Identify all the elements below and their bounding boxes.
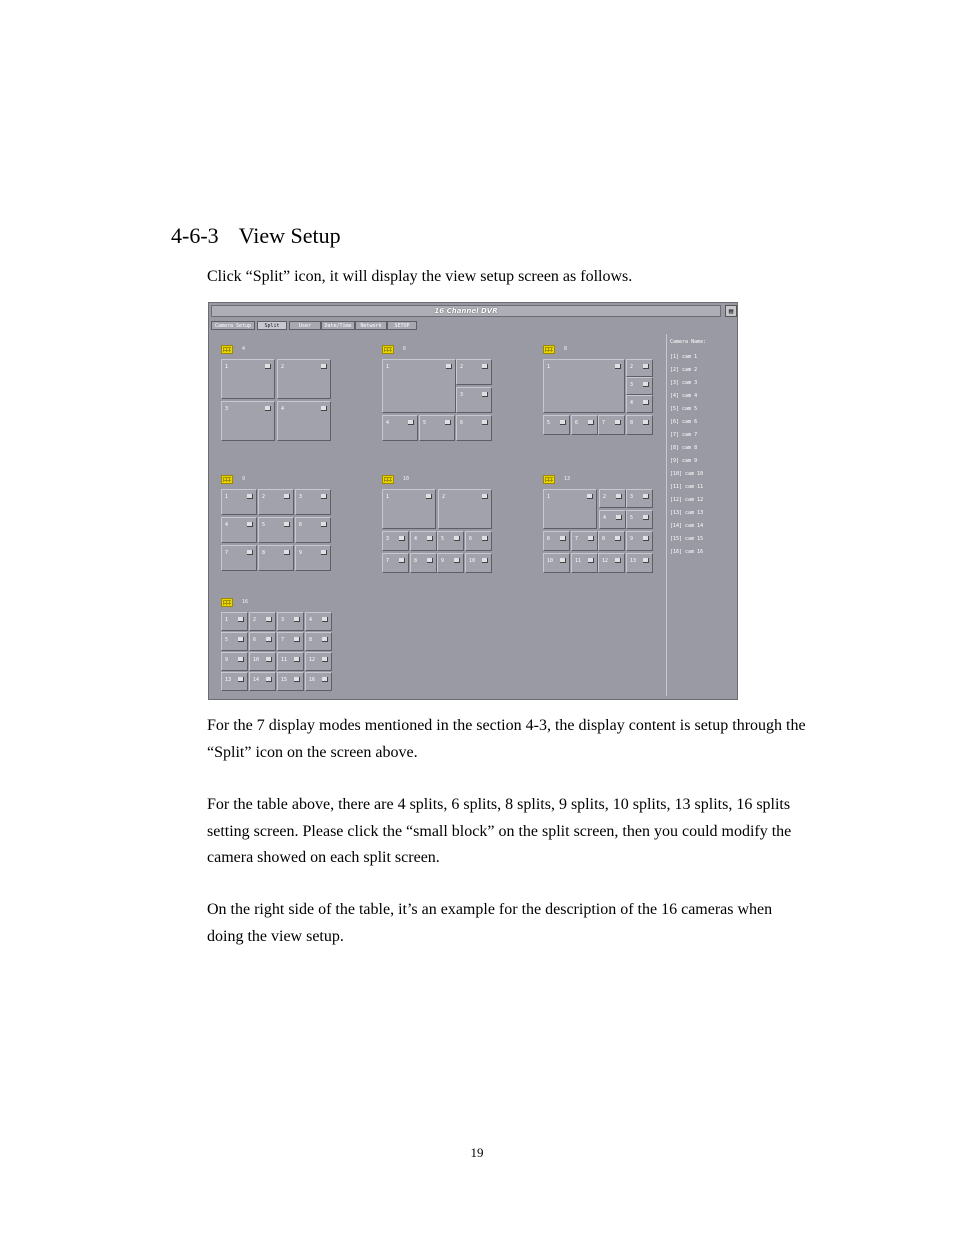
- split-cell: [543, 531, 570, 551]
- split-cell-number: 4: [603, 515, 607, 521]
- split-cell-number: 8: [602, 536, 606, 542]
- split-cell-number: 8: [630, 420, 634, 426]
- split-cell-number: 9: [630, 536, 634, 542]
- split-cell-number: 14: [253, 677, 260, 683]
- split-cell-number: 1: [225, 364, 229, 370]
- split-cell-number: 10: [547, 558, 554, 564]
- split-cell: [382, 359, 456, 413]
- split-cell: [382, 489, 436, 529]
- split-cell-number: 13: [630, 558, 637, 564]
- small-block-button[interactable]: [482, 558, 488, 563]
- small-block-button[interactable]: [266, 617, 272, 622]
- split-cell: [221, 545, 257, 571]
- split-cell-number: 6: [575, 420, 579, 426]
- small-block-button[interactable]: [616, 494, 622, 499]
- split-mode-label: 10: [403, 476, 410, 482]
- split-mode-label: 4: [242, 346, 246, 352]
- small-block-button[interactable]: [482, 364, 488, 369]
- small-block-button[interactable]: [321, 522, 327, 527]
- split-cell-number: 7: [225, 550, 229, 556]
- camera-name-item[interactable]: [16] cam 16: [670, 549, 704, 555]
- split-cell: [221, 359, 275, 399]
- split-4-icon: [221, 345, 233, 354]
- split-cell-number: 4: [386, 420, 390, 426]
- split-cell: [543, 553, 570, 573]
- tab-network[interactable]: Network: [355, 321, 387, 330]
- small-block-button[interactable]: [399, 536, 405, 541]
- split-8-icon: [543, 345, 555, 354]
- camera-name-item[interactable]: [5] cam 5: [670, 406, 698, 412]
- split-cell: [305, 612, 332, 631]
- small-block-button[interactable]: [445, 420, 451, 425]
- split-cell: [221, 612, 248, 631]
- small-block-button[interactable]: [427, 536, 433, 541]
- split-cell-number: 1: [225, 494, 229, 500]
- small-block-button[interactable]: [322, 677, 328, 682]
- split-cell-number: 7: [602, 420, 606, 426]
- intro-paragraph: Click “Split” icon, it will display the view setup screen as follows.: [207, 268, 633, 285]
- split-cell: [382, 531, 409, 551]
- split-cell-number: 4: [225, 522, 229, 528]
- small-block-button[interactable]: [588, 536, 594, 541]
- split-cell-number: 5: [630, 515, 634, 521]
- split-cell-number: 2: [442, 494, 446, 500]
- split-cell-number: 12: [309, 657, 316, 663]
- split-cell-number: 5: [441, 536, 445, 542]
- split-cell: [626, 510, 653, 529]
- split-cell: [571, 531, 598, 551]
- paragraph-split-screens: For the table above, there are 4 splits, 6 splits, 8 splits, 9 splits, 10 splits, 13 splits, 16 splits setting screen. Please click the “small block” on the split screen, then you could modify the camera showed on each split screen.: [207, 796, 792, 866]
- small-block-button[interactable]: [426, 494, 432, 499]
- small-block-button[interactable]: [321, 494, 327, 499]
- split-cell: [598, 415, 625, 435]
- split-cell: [221, 652, 248, 671]
- camera-name-item[interactable]: [10] cam 10: [670, 471, 704, 477]
- split-cell: [599, 510, 626, 529]
- split-cell-number: 11: [281, 657, 288, 663]
- split-mode-label: 13: [564, 476, 571, 482]
- small-block-button[interactable]: [588, 420, 594, 425]
- camera-name-item[interactable]: [8] cam 8: [670, 445, 698, 451]
- small-block-button[interactable]: [615, 558, 621, 563]
- small-block-button[interactable]: [284, 550, 290, 555]
- small-block-button[interactable]: [266, 677, 272, 682]
- split-cell: [382, 553, 409, 573]
- split-mode-label: 8: [564, 346, 568, 352]
- small-block-button[interactable]: [265, 406, 271, 411]
- split-mode-label: 6: [403, 346, 407, 352]
- split-cell-number: 2: [262, 494, 266, 500]
- split-cell: [277, 612, 304, 631]
- small-block-button[interactable]: [321, 364, 327, 369]
- split-cell-number: 4: [281, 406, 285, 412]
- small-block-button[interactable]: [560, 536, 566, 541]
- tab-camera-setup[interactable]: Camera Setup: [211, 321, 255, 330]
- split-cell: [305, 652, 332, 671]
- camera-name-item[interactable]: [2] cam 2: [670, 367, 698, 373]
- split-cell: [277, 632, 304, 651]
- exit-icon[interactable]: ▤: [725, 305, 737, 317]
- tab-split[interactable]: Split: [257, 321, 287, 330]
- split-13-icon: [543, 475, 555, 484]
- small-block-button[interactable]: [408, 420, 414, 425]
- small-block-button[interactable]: [238, 617, 244, 622]
- small-block-button[interactable]: [294, 637, 300, 642]
- tab-bar: [211, 321, 417, 331]
- small-block-button[interactable]: [427, 558, 433, 563]
- split-cell: [305, 632, 332, 651]
- small-block-button[interactable]: [266, 657, 272, 662]
- tab-setup[interactable]: SETUP: [387, 321, 417, 330]
- camera-name-item[interactable]: [3] cam 3: [670, 380, 698, 386]
- split-mode-label: 16: [242, 599, 249, 605]
- small-block-button[interactable]: [247, 522, 253, 527]
- split-cell: [258, 517, 294, 543]
- small-block-button[interactable]: [247, 550, 253, 555]
- split-cell-number: 1: [386, 364, 390, 370]
- split-cell-number: 8: [414, 558, 418, 564]
- split-cell: [295, 489, 331, 515]
- small-block-button[interactable]: [643, 364, 649, 369]
- camera-name-item[interactable]: [9] cam 9: [670, 458, 698, 464]
- split-9-icon: [221, 475, 233, 484]
- split-cell-number: 2: [630, 364, 634, 370]
- split-cell: [249, 632, 276, 651]
- small-block-button[interactable]: [399, 558, 405, 563]
- split-cell: [626, 395, 653, 413]
- split-cell-number: 11: [575, 558, 582, 564]
- split-cell: [249, 612, 276, 631]
- split-cell-number: 4: [309, 617, 313, 623]
- split-cell-number: 3: [386, 536, 390, 542]
- small-block-button[interactable]: [560, 558, 566, 563]
- split-cell: [382, 415, 418, 441]
- camera-name-panel: [666, 334, 737, 696]
- split-16-icon: [221, 598, 233, 607]
- split-cell-number: 6: [299, 522, 303, 528]
- split-cell: [543, 359, 625, 413]
- split-cell: [277, 652, 304, 671]
- split-cell: [598, 553, 625, 573]
- split-cell: [571, 553, 598, 573]
- split-cell-number: 8: [309, 637, 313, 643]
- split-cell-number: 3: [630, 494, 634, 500]
- section-number: 4-6-3: [171, 223, 219, 248]
- split-cell: [305, 672, 332, 691]
- section-title: View Setup: [238, 223, 341, 248]
- tab-user[interactable]: User: [289, 321, 321, 330]
- split-cell: [277, 672, 304, 691]
- split-cell-number: 2: [281, 364, 285, 370]
- split-cell: [249, 652, 276, 671]
- split-cell-number: 1: [547, 364, 551, 370]
- split-cell-number: 9: [441, 558, 445, 564]
- small-block-button[interactable]: [266, 637, 272, 642]
- small-block-button[interactable]: [321, 550, 327, 555]
- split-cell: [456, 387, 492, 413]
- camera-name-item[interactable]: [15] cam 15: [670, 536, 704, 542]
- split-cell: [277, 401, 331, 441]
- small-block-button[interactable]: [321, 406, 327, 411]
- split-cell-number: 5: [547, 420, 551, 426]
- split-cell-number: 4: [630, 400, 634, 406]
- split-cell-number: 13: [225, 677, 232, 683]
- split-cell: [258, 545, 294, 571]
- split-cell: [626, 377, 653, 395]
- small-block-button[interactable]: [322, 637, 328, 642]
- small-block-button[interactable]: [615, 420, 621, 425]
- split-6-icon: [382, 345, 394, 354]
- small-block-button[interactable]: [615, 536, 621, 541]
- split-cell-number: 3: [281, 617, 285, 623]
- small-block-button[interactable]: [482, 536, 488, 541]
- camera-name-item[interactable]: [14] cam 14: [670, 523, 704, 529]
- split-cell-number: 4: [414, 536, 418, 542]
- camera-name-item[interactable]: [12] cam 12: [670, 497, 704, 503]
- split-cell: [295, 545, 331, 571]
- split-cell-number: 6: [460, 420, 464, 426]
- small-block-button[interactable]: [294, 617, 300, 622]
- split-cell: [543, 489, 597, 529]
- split-cell-number: 2: [253, 617, 257, 623]
- small-block-button[interactable]: [482, 392, 488, 397]
- small-block-button[interactable]: [454, 558, 460, 563]
- split-cell-number: 7: [386, 558, 390, 564]
- camera-name-header: Camera Name:: [670, 339, 707, 345]
- split-cell-number: 1: [386, 494, 390, 500]
- small-block-button[interactable]: [643, 494, 649, 499]
- small-block-button[interactable]: [322, 657, 328, 662]
- split-cell-number: 7: [575, 536, 579, 542]
- small-block-button[interactable]: [238, 677, 244, 682]
- camera-name-item[interactable]: [7] cam 7: [670, 432, 698, 438]
- split-cell: [258, 489, 294, 515]
- small-block-button[interactable]: [322, 617, 328, 622]
- page-number: 19: [470, 1145, 484, 1160]
- small-block-button[interactable]: [284, 494, 290, 499]
- split-cell-number: 16: [309, 677, 316, 683]
- split-cell-number: 3: [460, 392, 464, 398]
- paragraph-camera-names: On the right side of the table, it’s an example for the description of the 16 cameras when doing the view setup.: [207, 901, 773, 945]
- small-block-button[interactable]: [616, 515, 622, 520]
- split-cell: [410, 553, 437, 573]
- split-cell: [221, 489, 257, 515]
- small-block-button[interactable]: [247, 494, 253, 499]
- split-cell: [438, 489, 492, 529]
- section-heading: [171, 223, 341, 249]
- split-cell: [221, 401, 275, 441]
- split-cell: [221, 632, 248, 651]
- split-cell-number: 3: [225, 406, 229, 412]
- small-block-button[interactable]: [643, 515, 649, 520]
- split-cell-number: 6: [547, 536, 551, 542]
- small-block-button[interactable]: [643, 536, 649, 541]
- split-cell-number: 10: [253, 657, 260, 663]
- small-block-button[interactable]: [446, 364, 452, 369]
- small-block-button[interactable]: [238, 657, 244, 662]
- split-cell: [295, 517, 331, 543]
- split-cell: [437, 531, 464, 551]
- small-block-button[interactable]: [643, 558, 649, 563]
- split-cell: [626, 531, 653, 551]
- split-cell-number: 5: [423, 420, 427, 426]
- split-cell: [465, 531, 492, 551]
- split-cell-number: 10: [469, 558, 476, 564]
- small-block-button[interactable]: [294, 677, 300, 682]
- split-cell-number: 2: [603, 494, 607, 500]
- split-cell-number: 5: [225, 637, 229, 643]
- small-block-button[interactable]: [238, 637, 244, 642]
- camera-name-item[interactable]: [1] cam 1: [670, 354, 698, 360]
- small-block-button[interactable]: [284, 522, 290, 527]
- split-cell-number: 5: [262, 522, 266, 528]
- split-cell: [465, 553, 492, 573]
- camera-name-item[interactable]: [11] cam 11: [670, 484, 704, 490]
- split-cell-number: 12: [602, 558, 609, 564]
- small-block-button[interactable]: [588, 558, 594, 563]
- split-cell: [221, 517, 257, 543]
- split-cell: [571, 415, 598, 435]
- small-block-button[interactable]: [615, 364, 621, 369]
- split-cell-number: 15: [281, 677, 288, 683]
- split-cell-number: 9: [225, 657, 229, 663]
- view-setup-screenshot: [208, 302, 738, 700]
- small-block-button[interactable]: [294, 657, 300, 662]
- split-cell: [456, 415, 492, 441]
- small-block-button[interactable]: [643, 420, 649, 425]
- split-cell: [543, 415, 570, 435]
- split-cell: [410, 531, 437, 551]
- small-block-button[interactable]: [265, 364, 271, 369]
- camera-name-item[interactable]: [4] cam 4: [670, 393, 698, 399]
- split-cell-number: 3: [630, 382, 634, 388]
- split-cell: [599, 489, 626, 508]
- split-cell: [249, 672, 276, 691]
- split-cell-number: 1: [547, 494, 551, 500]
- split-cell: [456, 359, 492, 385]
- split-cell-number: 6: [253, 637, 257, 643]
- small-block-button[interactable]: [560, 420, 566, 425]
- camera-name-item[interactable]: [13] cam 13: [670, 510, 704, 516]
- paragraph-display-modes: For the 7 display modes mentioned in the section 4-3, the display content is setup through the “Split” icon on the screen above.: [207, 717, 806, 761]
- split-cell-number: 8: [262, 550, 266, 556]
- small-block-button[interactable]: [643, 382, 649, 387]
- small-block-button[interactable]: [454, 536, 460, 541]
- small-block-button[interactable]: [587, 494, 593, 499]
- split-cell: [626, 553, 653, 573]
- small-block-button[interactable]: [643, 400, 649, 405]
- split-10-icon: [382, 475, 394, 484]
- small-block-button[interactable]: [482, 494, 488, 499]
- split-cell: [277, 359, 331, 399]
- split-cell-number: 3: [299, 494, 303, 500]
- split-cell: [419, 415, 455, 441]
- split-cell-number: 1: [225, 617, 229, 623]
- split-cell-number: 2: [460, 364, 464, 370]
- split-cell: [626, 415, 653, 435]
- window-title: 16 Channel DVR: [211, 305, 721, 317]
- split-cell-number: 7: [281, 637, 285, 643]
- tab-date-time[interactable]: Date/Time: [321, 321, 355, 330]
- camera-name-item[interactable]: [6] cam 6: [670, 419, 698, 425]
- split-mode-label: 9: [242, 476, 246, 482]
- small-block-button[interactable]: [482, 420, 488, 425]
- split-cell-number: 9: [299, 550, 303, 556]
- split-cell: [437, 553, 464, 573]
- split-cell-number: 6: [469, 536, 473, 542]
- split-cell: [221, 672, 248, 691]
- split-cell: [626, 359, 653, 377]
- split-cell: [598, 531, 625, 551]
- split-cell: [626, 489, 653, 508]
